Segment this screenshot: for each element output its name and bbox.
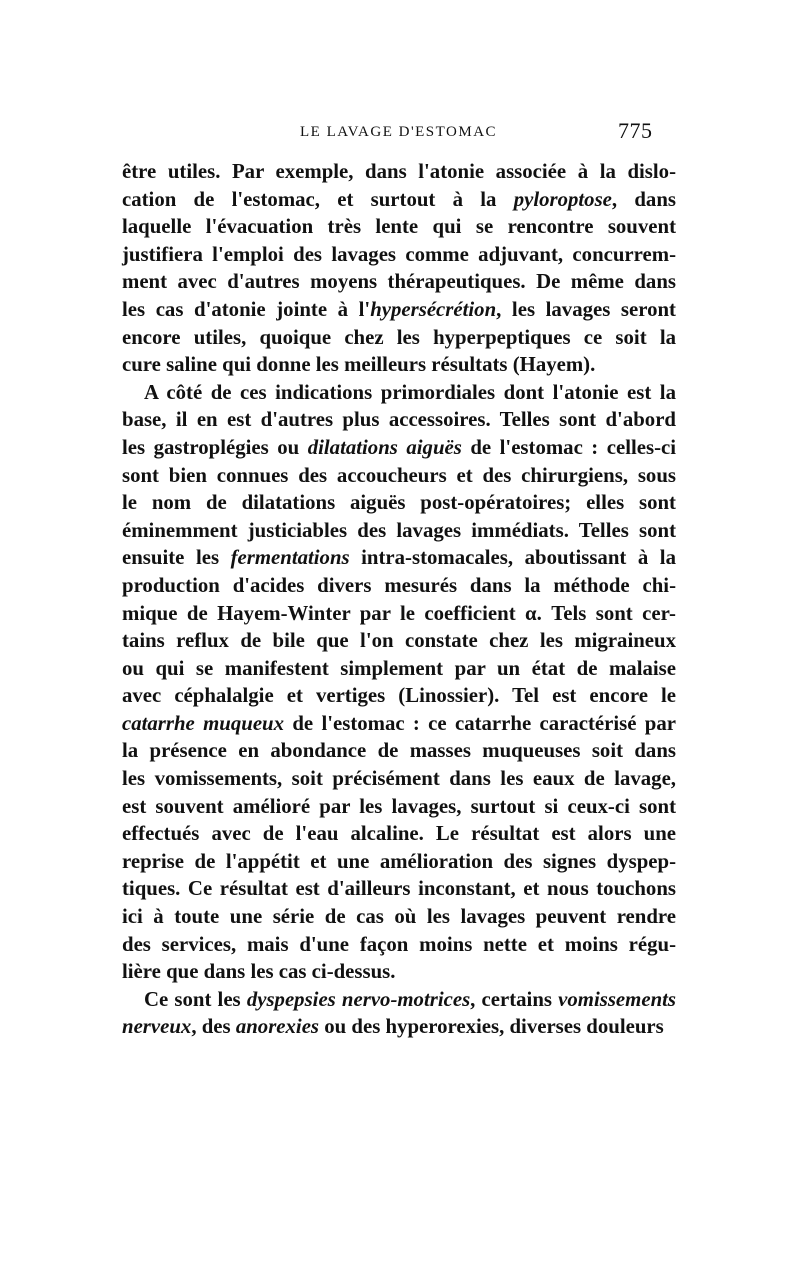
text-run: sont bien connues des accoucheurs et des chirurgiens, sous [122, 463, 676, 487]
text-line [122, 820, 676, 848]
text-run: de l'estomac : celles-ci [461, 435, 677, 459]
text-run: A côté de ces indications primordiales dont l'atonie est la [144, 380, 676, 404]
text-run: des services, mais d'une façon moins nette et moins régu- [122, 932, 676, 956]
page-number: 775 [618, 118, 653, 143]
text-run: ensuite les [122, 546, 231, 570]
text-run: mique de Hayem-Winter par le coefficient α. Tels sont cer- [122, 601, 676, 625]
text-line [122, 875, 676, 903]
text-run: ici à toute une série de cas où les lavages peuvent rendre [122, 905, 676, 929]
text-run: est souvent amélioré par les lavages, surtout si ceux-ci sont [122, 794, 676, 818]
text-run: le nom de dilatations aiguës post-opératoires; elles sont [122, 491, 676, 515]
italic-term: dilatations aiguës [307, 435, 462, 459]
italic-term: pyloroptose [513, 187, 612, 211]
running-head: LE LAVAGE D'ESTOMAC [300, 124, 498, 140]
text-run: intra-stomacales, aboutissant à la [349, 546, 676, 570]
text-line [122, 737, 676, 765]
text-line [122, 268, 676, 296]
text-run: de l'estomac : ce catarrhe caractérisé par [284, 711, 676, 735]
text-run: justifiera l'emploi des lavages comme adjuvant, concurrem- [122, 242, 676, 266]
text-line [122, 379, 676, 407]
italic-term: vomissements [558, 987, 677, 1011]
text-line [122, 544, 676, 572]
text-run: avec céphalalgie et vertiges (Linossier). Tel est encore le [122, 684, 676, 708]
text-run: , des [191, 1015, 236, 1039]
text-line [122, 517, 676, 545]
text-line [122, 186, 676, 214]
italic-term: nerveux [122, 1015, 192, 1039]
text-run: ou des hyperorexies, diverses douleurs [319, 1015, 664, 1039]
text-line [122, 710, 676, 738]
text-run: tains reflux de bile que l'on constate chez les migraineux [122, 629, 676, 653]
text-run: ou qui se manifestent simplement par un état de malaise [122, 656, 676, 680]
text-line [122, 765, 676, 793]
text-run: base, il en est d'autres plus accessoires. Telles sont d'abord [122, 408, 676, 432]
text-run: cation de l'estomac, et surtout à la [122, 187, 514, 211]
text-line [122, 434, 676, 462]
text-run: encore utiles, quoique chez les hyperpeptiques ce soit la [122, 325, 676, 349]
text-line [122, 572, 676, 600]
text-run: effectués avec de l'eau alcaline. Le résultat est alors une [122, 822, 676, 846]
text-run: les vomissements, soit précisément dans les eaux de lavage, [122, 767, 676, 791]
text-run: , dans [611, 187, 676, 211]
text-line [122, 296, 676, 324]
text-run: les gastroplégies ou [122, 435, 308, 459]
text-line [122, 1013, 676, 1041]
text-run: , les lavages seront [496, 297, 676, 321]
italic-term: fermentations [230, 546, 350, 570]
text-run: laquelle l'évacuation très lente qui se rencontre souvent [122, 215, 676, 239]
text-run: la présence en abondance de masses muqueuses soit dans [122, 739, 676, 763]
text-run: éminemment justiciables des lavages immédiats. Telles sont [122, 518, 676, 542]
text-run: lière que dans les cas ci-dessus. [122, 960, 396, 984]
text-line [122, 351, 676, 379]
text-run: ment avec d'autres moyens thérapeutiques. De même dans [122, 270, 676, 294]
text-line [122, 793, 676, 821]
body-text [122, 158, 676, 1041]
text-run: tiques. Ce résultat est d'ailleurs inconstant, et nous touchons [122, 877, 676, 901]
text-line [122, 406, 676, 434]
italic-term: hypersécrétion [370, 297, 497, 321]
text-line [122, 848, 676, 876]
text-line [122, 213, 676, 241]
text-run: , certains [470, 987, 559, 1011]
text-line [122, 158, 676, 186]
text-line [122, 682, 676, 710]
text-line [122, 241, 676, 269]
text-line [122, 958, 676, 986]
text-run: cure saline qui donne les meilleurs résultats (Hayem). [122, 353, 596, 377]
text-line [122, 600, 676, 628]
text-run: Ce sont les [144, 987, 247, 1011]
text-line [122, 627, 676, 655]
text-line [122, 903, 676, 931]
text-run: reprise de l'appétit et une amélioration des signes dyspep- [122, 849, 676, 873]
text-line [122, 462, 676, 490]
italic-term: anorexies [235, 1015, 320, 1039]
italic-term: catarrhe muqueux [122, 711, 285, 735]
text-run: les cas d'atonie jointe à l' [122, 297, 371, 321]
italic-term: dyspepsies nervo-motrices [246, 987, 471, 1011]
text-line [122, 655, 676, 683]
text-line [122, 931, 676, 959]
text-line [122, 489, 676, 517]
text-run: production d'acides divers mesurés dans la méthode chi- [122, 573, 676, 597]
text-line [122, 986, 676, 1014]
text-run: être utiles. Par exemple, dans l'atonie associée à la dislo- [122, 160, 676, 183]
text-line [122, 324, 676, 352]
